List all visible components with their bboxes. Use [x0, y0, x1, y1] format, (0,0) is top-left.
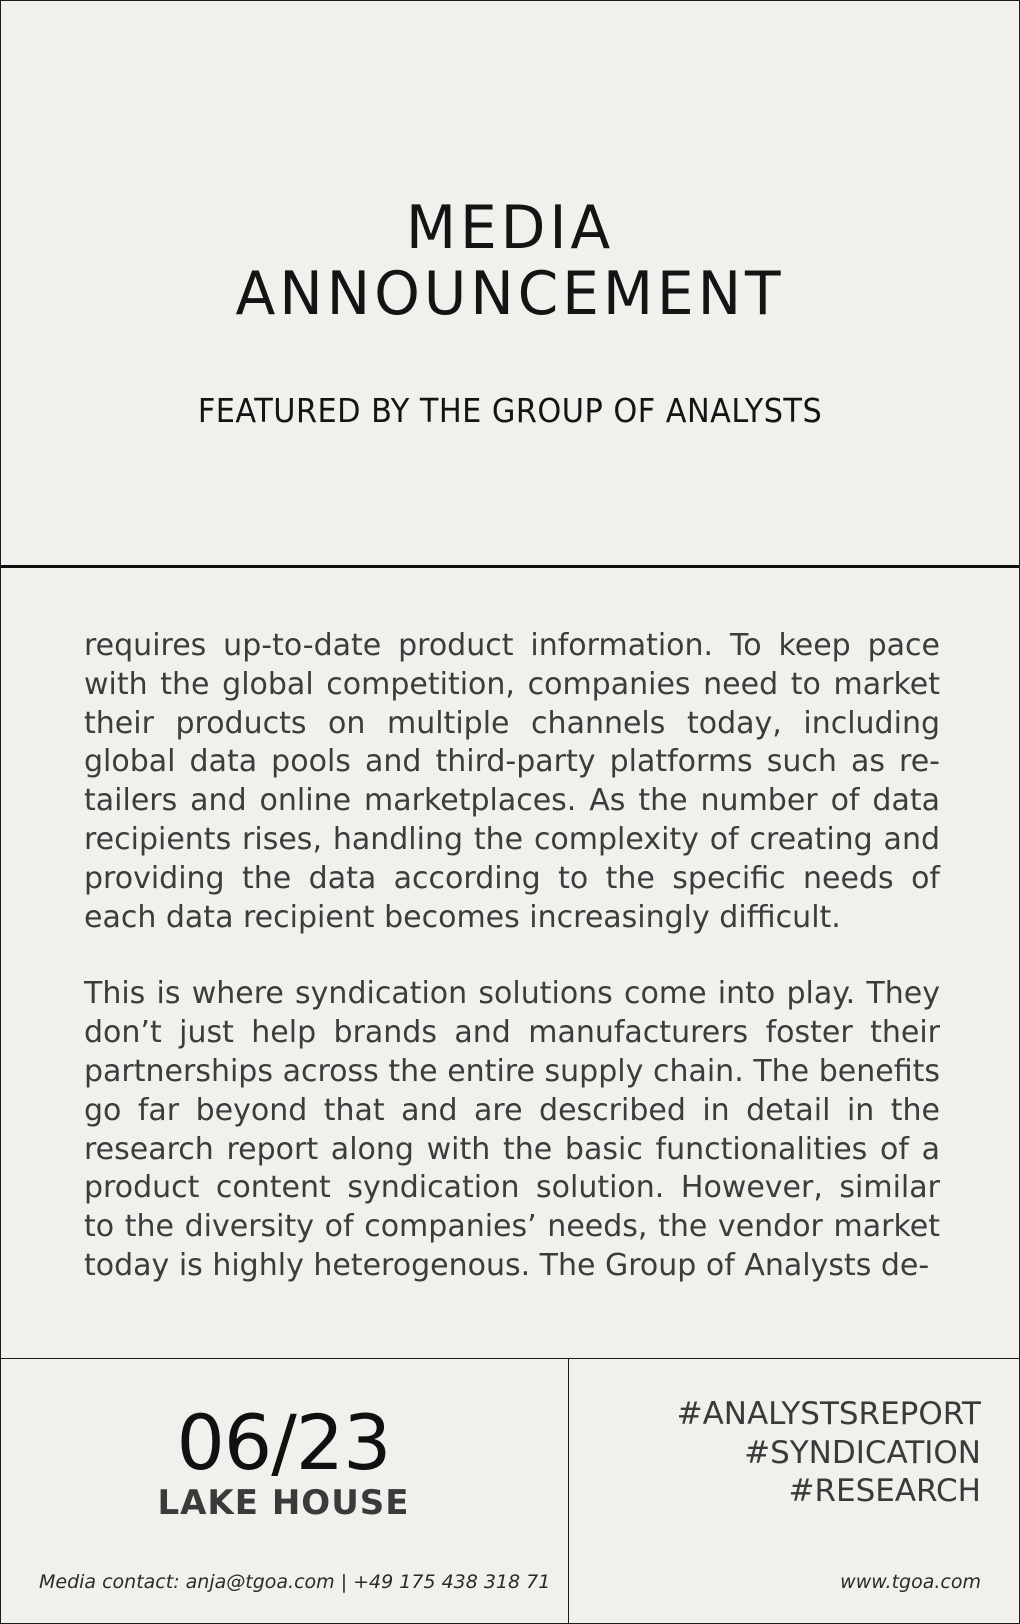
title-line-2: ANNOUNCEMENT	[235, 259, 785, 329]
footer-divider	[568, 1359, 569, 1623]
body-text	[84, 627, 940, 1324]
paragraph-2: This is where syndication solutions come into play. They don’t just help brands and manufacturers foster their partnerships across the entire supply chain. The benefits go far beyond that and are described in detail in the research report along with the basic functionalities of a product content syndication solution. However, similar to the diversity of companies’ needs, the vendor market today is highly heterogenous. The Group of Analysts de-	[84, 976, 940, 1283]
page-title	[16, 195, 1003, 327]
hashtag-list	[677, 1395, 981, 1511]
website-link[interactable]: www.tgoa.com	[840, 1571, 981, 1593]
hashtag: #ANALYSTSREPORT	[676, 1396, 981, 1432]
event-date: 06/23	[176, 1398, 391, 1487]
paragraph-1: requires up-to-date product information. To keep pace with the global competition, companies need to market their products on multiple channels today, including global data pools and third-party platforms such as retailers and online marketplaces. As the number of data recipients rises, handling the complexity of creating and providing the data according to the specific needs of each data recipient becomes increasingly difficult.	[84, 628, 940, 935]
header-section	[1, 1, 1019, 568]
title-line-1: MEDIA	[405, 193, 615, 263]
footer-section	[1, 1358, 1019, 1623]
hashtag: #SYNDICATION	[744, 1434, 981, 1471]
hashtag: #RESEARCH	[788, 1473, 981, 1509]
media-contact: Media contact: anja@tgoa.com | +49 175 438 318 71	[39, 1571, 551, 1593]
event-location: LAKE HOUSE	[157, 1483, 410, 1523]
subtitle: FEATURED BY THE GROUP OF ANALYSTS	[197, 391, 823, 430]
